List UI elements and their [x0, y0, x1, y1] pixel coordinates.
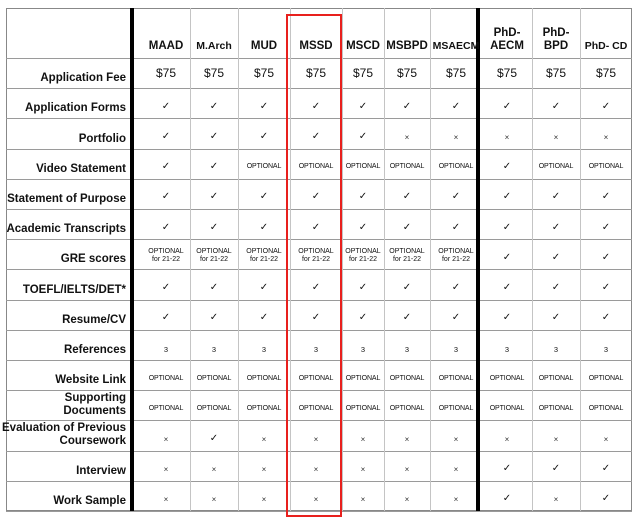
table-cell: ✓ [402, 281, 412, 293]
table-cell: × [404, 434, 410, 444]
table-cell: OPTIONAL [148, 404, 184, 412]
table-cell: ✓ [161, 312, 171, 324]
table-cell: ✓ [259, 100, 269, 112]
table-cell: ✓ [311, 312, 321, 324]
table-cell: ✓ [551, 281, 561, 293]
table-cell: ✓ [601, 281, 611, 293]
table-cell: 3 [603, 345, 609, 355]
column-header [290, 8, 342, 58]
column-header-label: MSAECM [432, 40, 480, 52]
column-header-label: PhD- CD [584, 40, 628, 52]
table-cell: ✓ [209, 100, 219, 112]
table-cell: ✓ [502, 463, 512, 475]
table-cell: 3 [360, 345, 366, 355]
table-cell: ✓ [502, 191, 512, 203]
table-cell: OPTIONAL [588, 374, 624, 382]
table-cell: ✓ [601, 463, 611, 475]
table-cell: ✓ [502, 312, 512, 324]
table-cell: ✓ [358, 312, 368, 324]
table-cell: OPTIONAL [345, 163, 381, 171]
table-cell: × [504, 434, 510, 444]
column-header-label: MSSD [299, 40, 333, 52]
row-label: TOEFL/IELTS/DET* [22, 283, 126, 296]
table-cell: ✓ [161, 191, 171, 203]
table-cell: 3 [404, 345, 410, 355]
table-cell: × [453, 434, 459, 444]
row-label: Work Sample [53, 494, 126, 507]
column-header [532, 8, 580, 58]
table-cell: OPTIONAL [246, 163, 282, 171]
table-cell: ✓ [311, 100, 321, 112]
table-cell: OPTIONAL [538, 374, 574, 382]
table-cell: ✓ [358, 281, 368, 293]
table-cell: $75 [203, 66, 225, 81]
table-cell: OPTIONAL [298, 163, 334, 171]
table-cell: OPTIONAL [298, 404, 334, 412]
row-label: Interview [76, 464, 126, 477]
table-cell: ✓ [259, 221, 269, 233]
table-cell: ✓ [551, 312, 561, 324]
table-cell: ✓ [601, 100, 611, 112]
column-header [142, 8, 190, 58]
table-cell: ✓ [451, 312, 461, 324]
table-cell: ✓ [502, 161, 512, 173]
table-cell: ✓ [402, 191, 412, 203]
table-cell: ✓ [601, 312, 611, 324]
table-cell: ✓ [601, 251, 611, 263]
table-cell: × [163, 465, 169, 475]
table-cell: ✓ [311, 191, 321, 203]
table-cell: OPTIONAL [438, 374, 474, 382]
table-cell: ✓ [551, 463, 561, 475]
table-cell: $75 [445, 66, 467, 81]
column-header [430, 8, 482, 58]
table-cell: × [261, 465, 267, 475]
column-header [190, 8, 238, 58]
table-cell: OPTIONAL [438, 404, 474, 412]
column-header [580, 8, 632, 58]
table-cell: × [360, 434, 366, 444]
table-cell: ✓ [259, 130, 269, 142]
table-cell: ✓ [161, 100, 171, 112]
table-cell: OPTIONAL [148, 374, 184, 382]
column-header [238, 8, 290, 58]
row-label: Supporting Documents [63, 392, 126, 418]
table-cell: 3 [504, 345, 510, 355]
row-label: GRE scores [60, 253, 126, 266]
table-cell: × [163, 495, 169, 505]
table-cell: × [404, 495, 410, 505]
row-label: Application Fee [40, 72, 126, 85]
table-cell: ✓ [259, 312, 269, 324]
table-cell: OPTIONAL [389, 163, 425, 171]
table-cell: OPTIONAL for 21-22 [389, 248, 425, 264]
table-cell: × [360, 465, 366, 475]
table-cell: OPTIONAL [345, 374, 381, 382]
row-label: Resume/CV [62, 313, 126, 326]
table-cell: ✓ [451, 221, 461, 233]
table-cell: ✓ [311, 281, 321, 293]
table-cell: OPTIONAL [389, 404, 425, 412]
row-label: Academic Transcripts [6, 223, 126, 236]
table-cell: ✓ [502, 100, 512, 112]
table-cell: $75 [253, 66, 275, 81]
table-cell: × [360, 495, 366, 505]
table-cell: ✓ [209, 432, 219, 444]
table-cell: ✓ [402, 221, 412, 233]
table-cell: × [603, 434, 609, 444]
table-cell: OPTIONAL [298, 374, 334, 382]
table-cell: × [453, 465, 459, 475]
table-cell: ✓ [551, 191, 561, 203]
table-cell: OPTIONAL [246, 374, 282, 382]
table-cell: OPTIONAL [196, 374, 232, 382]
table-cell: ✓ [209, 221, 219, 233]
table-cell: OPTIONAL [538, 404, 574, 412]
table-cell: ✓ [209, 281, 219, 293]
table-cell: ✓ [161, 221, 171, 233]
table-cell: OPTIONAL for 21-22 [148, 248, 184, 264]
table-cell: ✓ [311, 130, 321, 142]
table-cell: OPTIONAL [588, 404, 624, 412]
column-header [342, 8, 384, 58]
column-header-label: PhD- BPD [542, 27, 570, 52]
table-cell: 3 [211, 345, 217, 355]
table-cell: 3 [261, 345, 267, 355]
table-cell: $75 [545, 66, 567, 81]
column-header-label: MSCD [346, 40, 380, 52]
label-separator [130, 8, 134, 511]
table-cell: ✓ [161, 281, 171, 293]
table-cell: × [553, 132, 559, 142]
table-cell: OPTIONAL [438, 163, 474, 171]
table-cell: ✓ [358, 191, 368, 203]
table-cell: ✓ [358, 100, 368, 112]
table-cell: ✓ [551, 221, 561, 233]
table-cell: OPTIONAL [246, 404, 282, 412]
table-cell: ✓ [259, 191, 269, 203]
table-cell: ✓ [502, 221, 512, 233]
row-label: References [63, 343, 126, 356]
table-cell: $75 [396, 66, 418, 81]
table-cell: ✓ [402, 312, 412, 324]
table-cell: ✓ [259, 281, 269, 293]
table-cell: OPTIONAL for 21-22 [298, 248, 334, 264]
table-cell: OPTIONAL [489, 404, 525, 412]
table-cell: ✓ [358, 130, 368, 142]
table-cell: ✓ [209, 130, 219, 142]
table-cell: ✓ [502, 493, 512, 505]
table-cell: $75 [595, 66, 617, 81]
table-cell: ✓ [601, 493, 611, 505]
table-cell: ✓ [451, 281, 461, 293]
table-cell: ✓ [601, 221, 611, 233]
column-header [384, 8, 430, 58]
row-label: Website Link [55, 374, 126, 387]
table-cell: OPTIONAL [588, 163, 624, 171]
table-cell: × [163, 434, 169, 444]
table-cell: OPTIONAL for 21-22 [246, 248, 282, 264]
column-header-label: MUD [250, 40, 278, 52]
table-cell: × [504, 132, 510, 142]
table-cell: 3 [553, 345, 559, 355]
table-cell: ✓ [451, 100, 461, 112]
column-header-label: M.Arch [196, 40, 232, 52]
row-label: Evaluation of Previous Coursework [2, 422, 126, 448]
table-cell: OPTIONAL [345, 404, 381, 412]
table-cell: OPTIONAL [489, 374, 525, 382]
table-cell: × [313, 434, 319, 444]
table-cell: ✓ [551, 100, 561, 112]
table-cell: ✓ [311, 221, 321, 233]
column-header-label: MAAD [148, 40, 184, 52]
row-label: Portfolio [78, 132, 126, 145]
table-cell: × [313, 465, 319, 475]
row-label: Video Statement [36, 162, 126, 175]
table-cell: × [603, 132, 609, 142]
table-cell: ✓ [209, 312, 219, 324]
table-cell: OPTIONAL [389, 374, 425, 382]
table-cell: × [404, 132, 410, 142]
row-label: Application Forms [25, 102, 126, 115]
table-cell: × [313, 495, 319, 505]
table-cell: × [261, 434, 267, 444]
table-cell: ✓ [601, 191, 611, 203]
table-cell: OPTIONAL for 21-22 [438, 248, 474, 264]
table-cell: $75 [352, 66, 374, 81]
table-cell: $75 [496, 66, 518, 81]
table-cell: $75 [305, 66, 327, 81]
table-cell: ✓ [161, 130, 171, 142]
column-header-label: PhD- AECM [490, 27, 524, 52]
table-cell: $75 [155, 66, 177, 81]
table-cell: × [453, 132, 459, 142]
table-cell: ✓ [502, 251, 512, 263]
table-cell: OPTIONAL [538, 163, 574, 171]
table-cell: ✓ [209, 191, 219, 203]
table-cell: ✓ [502, 281, 512, 293]
table-cell: × [211, 495, 217, 505]
table-cell: × [553, 434, 559, 444]
table-cell: × [211, 465, 217, 475]
table-cell: ✓ [161, 161, 171, 173]
table-cell: OPTIONAL for 21-22 [196, 248, 232, 264]
table-cell: ✓ [358, 221, 368, 233]
table-cell: × [404, 465, 410, 475]
table-cell: × [553, 495, 559, 505]
row-divider [6, 511, 632, 512]
table-cell: 3 [313, 345, 319, 355]
table-cell: 3 [453, 345, 459, 355]
table-cell: ✓ [402, 100, 412, 112]
table-cell: × [261, 495, 267, 505]
table-cell: × [453, 495, 459, 505]
table-cell: ✓ [209, 161, 219, 173]
table-cell: 3 [163, 345, 169, 355]
column-header-label: MSBPD [386, 40, 428, 52]
table-cell: OPTIONAL [196, 404, 232, 412]
column-header [482, 8, 532, 58]
table-cell: ✓ [451, 191, 461, 203]
table-cell: ✓ [551, 251, 561, 263]
table-cell: OPTIONAL for 21-22 [345, 248, 381, 264]
row-label: Statement of Purpose [7, 192, 126, 205]
